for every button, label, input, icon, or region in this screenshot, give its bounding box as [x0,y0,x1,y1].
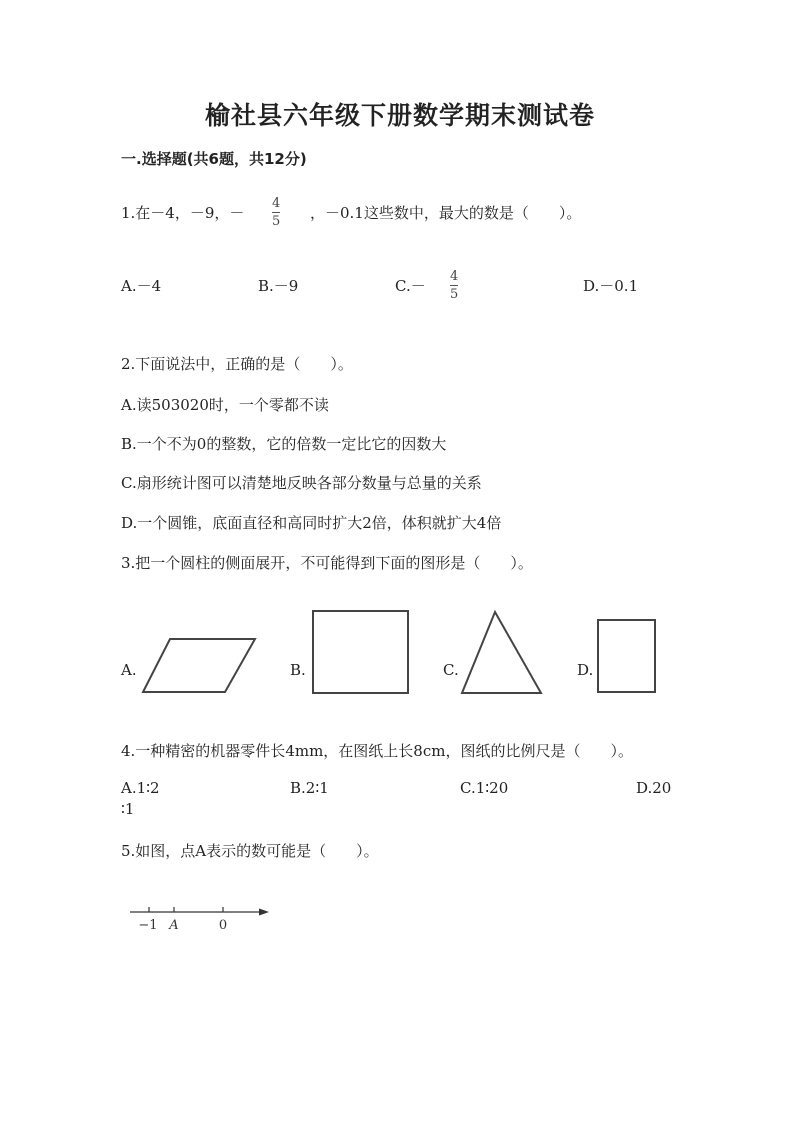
label-zero: 0 [218,918,228,933]
question-3-label-c: C. [443,661,459,679]
section-heading: 一.选择题(共6题，共12分) [121,150,307,168]
question-3-stem: 3.把一个圆柱的侧面展开，不可能得到下面的图形是（ ）。 [121,554,533,572]
label-minus-one: −1 [138,918,158,933]
question-4-option-c: C.1∶20 [460,779,509,797]
question-2-option-a: A.读503020时，一个零都不读 [121,396,329,414]
question-3-label-a: A. [121,661,137,679]
page-title: 榆社县六年级下册数学期末测试卷 [204,101,595,130]
question-5-stem: 5.如图，点A表示的数可能是（ ）。 [121,842,379,860]
question-4-stem: 4.一种精密的机器零件长4mm，在图纸上长8cm，图纸的比例尺是（ ）。 [121,742,633,760]
parallelogram-figure [140,634,260,696]
number-line [125,900,275,936]
fraction-numerator: 4 [272,196,281,211]
question-4-option-d: D.20 [636,779,672,797]
label-point-a: A [169,918,179,933]
fraction-denominator: 5 [272,214,281,229]
question-3-label-d: D. [577,661,594,679]
question-2-option-c: C.扇形统计图可以清楚地反映各部分数量与总量的关系 [121,474,482,492]
question-1-stem-pre: 1.在－4，－9，－ [121,204,245,222]
question-3-label-b: B. [290,661,306,679]
tall-rectangle-figure [595,617,659,695]
triangle-figure [458,608,546,696]
question-1-option-d: D.－0.1 [583,277,639,295]
fraction-bar [450,285,458,286]
question-1-option-c-fraction [450,269,458,302]
fraction-denominator: 5 [450,287,459,302]
question-1-option-b: B.－9 [258,277,299,295]
question-4-option-d-wrap: ∶1 [121,800,135,818]
question-1-option-c: C.－ [395,277,426,295]
fraction-bar [272,212,280,213]
question-2-option-b: B.一个不为0的整数，它的倍数一定比它的因数大 [121,435,447,453]
fraction-numerator: 4 [450,269,459,284]
question-4-option-a: A.1∶2 [121,779,160,797]
question-4-option-b: B.2∶1 [290,779,329,797]
number-line-arrow [259,909,269,916]
question-1-fraction [272,196,280,229]
question-1-stem-post: ，－0.1这些数中，最大的数是（ ）。 [310,204,582,222]
question-2-option-d: D.一个圆锥，底面直径和高同时扩大2倍，体积就扩大4倍 [121,514,502,532]
question-2-stem: 2.下面说法中，正确的是（ ）。 [121,355,353,373]
question-1-option-a: A.－4 [121,277,162,295]
rectangle-figure [310,608,412,696]
